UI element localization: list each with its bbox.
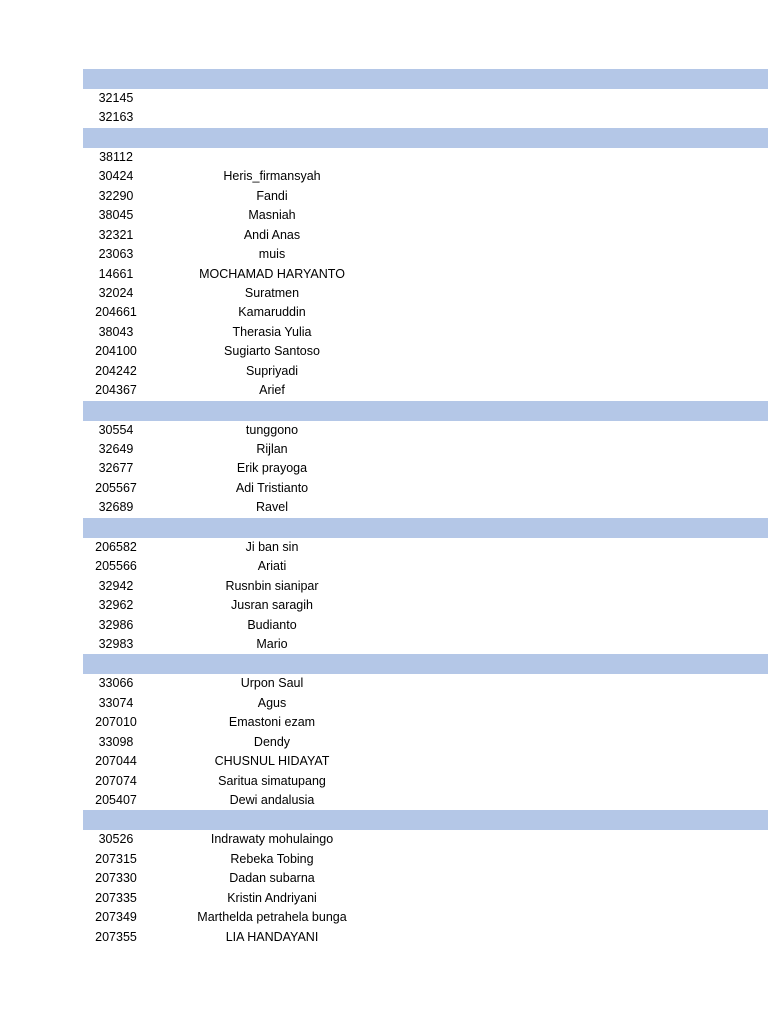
employee-id-cell: 32145 (98, 91, 134, 105)
employee-id-cell: 32321 (98, 227, 134, 242)
employee-name-cell: Mario (256, 636, 288, 651)
employee-id-cell: 30554 (98, 422, 134, 437)
table-row (83, 616, 768, 635)
employee-name-cell: Indrawaty mohulaingo (210, 832, 334, 847)
table-row (83, 830, 768, 849)
group-header-band (83, 654, 768, 674)
employee-id-cell: 38112 (99, 149, 133, 164)
employee-id-cell: 204242 (95, 363, 137, 378)
table-row (83, 381, 768, 400)
table-row (83, 928, 768, 947)
table-row (83, 635, 768, 654)
employee-name-cell: Dewi andalusia (229, 793, 315, 807)
employee-id-cell: 32962 (98, 598, 134, 613)
table-row (83, 108, 768, 127)
table-row (83, 733, 768, 752)
employee-id-cell: 207315 (95, 851, 137, 866)
table-row (83, 674, 768, 693)
table-row (83, 869, 768, 888)
table-row (83, 342, 768, 361)
employee-id-cell: 32983 (98, 636, 134, 651)
employee-id-cell: 30424 (98, 169, 134, 184)
table-row (83, 440, 768, 459)
employee-name-cell: Rebeka Tobing (230, 851, 314, 866)
employee-name-cell: Ji ban sin (245, 539, 299, 554)
employee-name-cell: Erik prayoga (236, 461, 308, 476)
table-row (83, 167, 768, 186)
employee-id-cell: 207010 (95, 715, 137, 730)
employee-name-cell: Suratmen (244, 285, 300, 300)
employee-name-cell: MOCHAMAD HARYANTO (199, 266, 345, 281)
employee-name-cell (163, 108, 381, 127)
employee-id-cell: 32163 (98, 110, 134, 125)
employee-name-cell: tunggono (245, 422, 299, 437)
employee-name-cell (163, 148, 381, 167)
employee-name-cell: Dendy (253, 734, 291, 749)
employee-id-cell: 38043 (98, 324, 134, 339)
employee-name-cell: Budianto (247, 617, 297, 632)
table-row (83, 772, 768, 791)
employee-name-cell: CHUSNUL HIDAYAT (214, 754, 330, 769)
employee-id-cell: 205407 (95, 793, 137, 807)
table-row (83, 265, 768, 284)
table-row (83, 694, 768, 713)
employee-name-cell: muis (258, 247, 286, 262)
table-row (83, 303, 768, 322)
employee-id-cell: 14661 (98, 266, 134, 281)
table-row (83, 850, 768, 869)
employee-name-cell: Sugiarto Santoso (224, 344, 320, 359)
employee-id-cell: 207044 (95, 754, 137, 769)
group-header-band (83, 401, 768, 421)
table-row (83, 908, 768, 927)
group-header-band (83, 518, 768, 538)
employee-name-cell: Rijlan (256, 442, 288, 456)
employee-name-cell: Heris_firmansyah (223, 169, 321, 184)
employee-name-cell: Emastoni ezam (228, 715, 316, 730)
employee-name-cell: Adi Tristianto (235, 480, 309, 495)
table-row (83, 459, 768, 478)
employee-id-cell: 33098 (98, 734, 134, 749)
table-row (83, 596, 768, 615)
table-row (83, 362, 768, 381)
employee-id-cell: 23063 (98, 247, 134, 262)
employee-id-cell: 204367 (95, 383, 137, 398)
employee-id-cell: 30526 (98, 832, 134, 847)
employee-name-cell: Therasia Yulia (232, 324, 312, 339)
table-row (83, 557, 768, 576)
employee-id-cell: 207335 (95, 890, 137, 905)
employee-id-cell: 32986 (98, 617, 134, 632)
group-header-band (83, 810, 768, 830)
employee-id-cell: 33066 (98, 676, 134, 691)
table-row (83, 206, 768, 225)
employee-id-cell: 32689 (98, 500, 134, 515)
employee-name-cell: Agus (257, 695, 287, 710)
table-row (83, 245, 768, 264)
employee-id-cell: 38045 (98, 208, 134, 223)
employee-id-cell: 33074 (98, 695, 134, 710)
employee-name-cell: Marthelda petrahela bunga (197, 910, 347, 925)
table-row (83, 752, 768, 771)
employee-id-cell: 32677 (98, 461, 134, 476)
table-row (83, 323, 768, 342)
employee-id-cell: 32649 (98, 442, 134, 456)
table-row (83, 889, 768, 908)
employee-name-cell: Ariati (257, 559, 287, 574)
table-row (83, 791, 768, 810)
employee-id-cell: 32290 (98, 188, 134, 203)
spreadsheet-page (83, 69, 768, 947)
employee-name-cell: Masniah (248, 208, 296, 223)
employee-id-cell: 207355 (95, 929, 137, 944)
employee-name-cell: Ravel (256, 500, 288, 515)
employee-name-cell: Andi Anas (243, 227, 301, 242)
employee-name-cell (163, 89, 381, 108)
table-row (83, 479, 768, 498)
employee-name-cell: LIA HANDAYANI (225, 929, 319, 944)
table-row (83, 421, 768, 440)
employee-name-cell: Arief (259, 383, 285, 398)
employee-id-cell: 204100 (95, 344, 137, 359)
table-row (83, 284, 768, 303)
employee-name-cell: Fandi (256, 188, 288, 203)
employee-name-cell: Urpon Saul (240, 676, 304, 691)
employee-name-cell: Kamaruddin (238, 305, 306, 320)
table-row (83, 89, 768, 108)
employee-id-cell: 207349 (95, 910, 137, 925)
employee-name-cell: Rusnbin sianipar (225, 578, 319, 593)
employee-name-cell: Jusran saragih (231, 598, 313, 613)
employee-id-cell: 207330 (95, 871, 137, 886)
employee-id-cell: 205567 (95, 480, 137, 495)
employee-id-cell: 207074 (95, 773, 137, 788)
employee-name-cell: Saritua simatupang (218, 773, 326, 788)
employee-id-cell: 205566 (95, 559, 137, 574)
employee-id-cell: 206582 (95, 539, 137, 554)
table-row (83, 577, 768, 596)
employee-name-cell: Supriyadi (245, 363, 299, 378)
table-row (83, 187, 768, 206)
group-header-band (83, 69, 768, 89)
employee-id-cell: 204661 (95, 305, 137, 320)
group-header-band (83, 128, 768, 148)
table-row (83, 226, 768, 245)
employee-name-cell: Kristin Andriyani (227, 890, 317, 905)
table-row (83, 148, 768, 167)
table-row (83, 538, 768, 557)
employee-name-cell: Dadan subarna (229, 871, 315, 886)
table-row (83, 713, 768, 732)
employee-id-cell: 32942 (98, 578, 134, 593)
table-row (83, 498, 768, 517)
employee-id-cell: 32024 (98, 285, 134, 300)
